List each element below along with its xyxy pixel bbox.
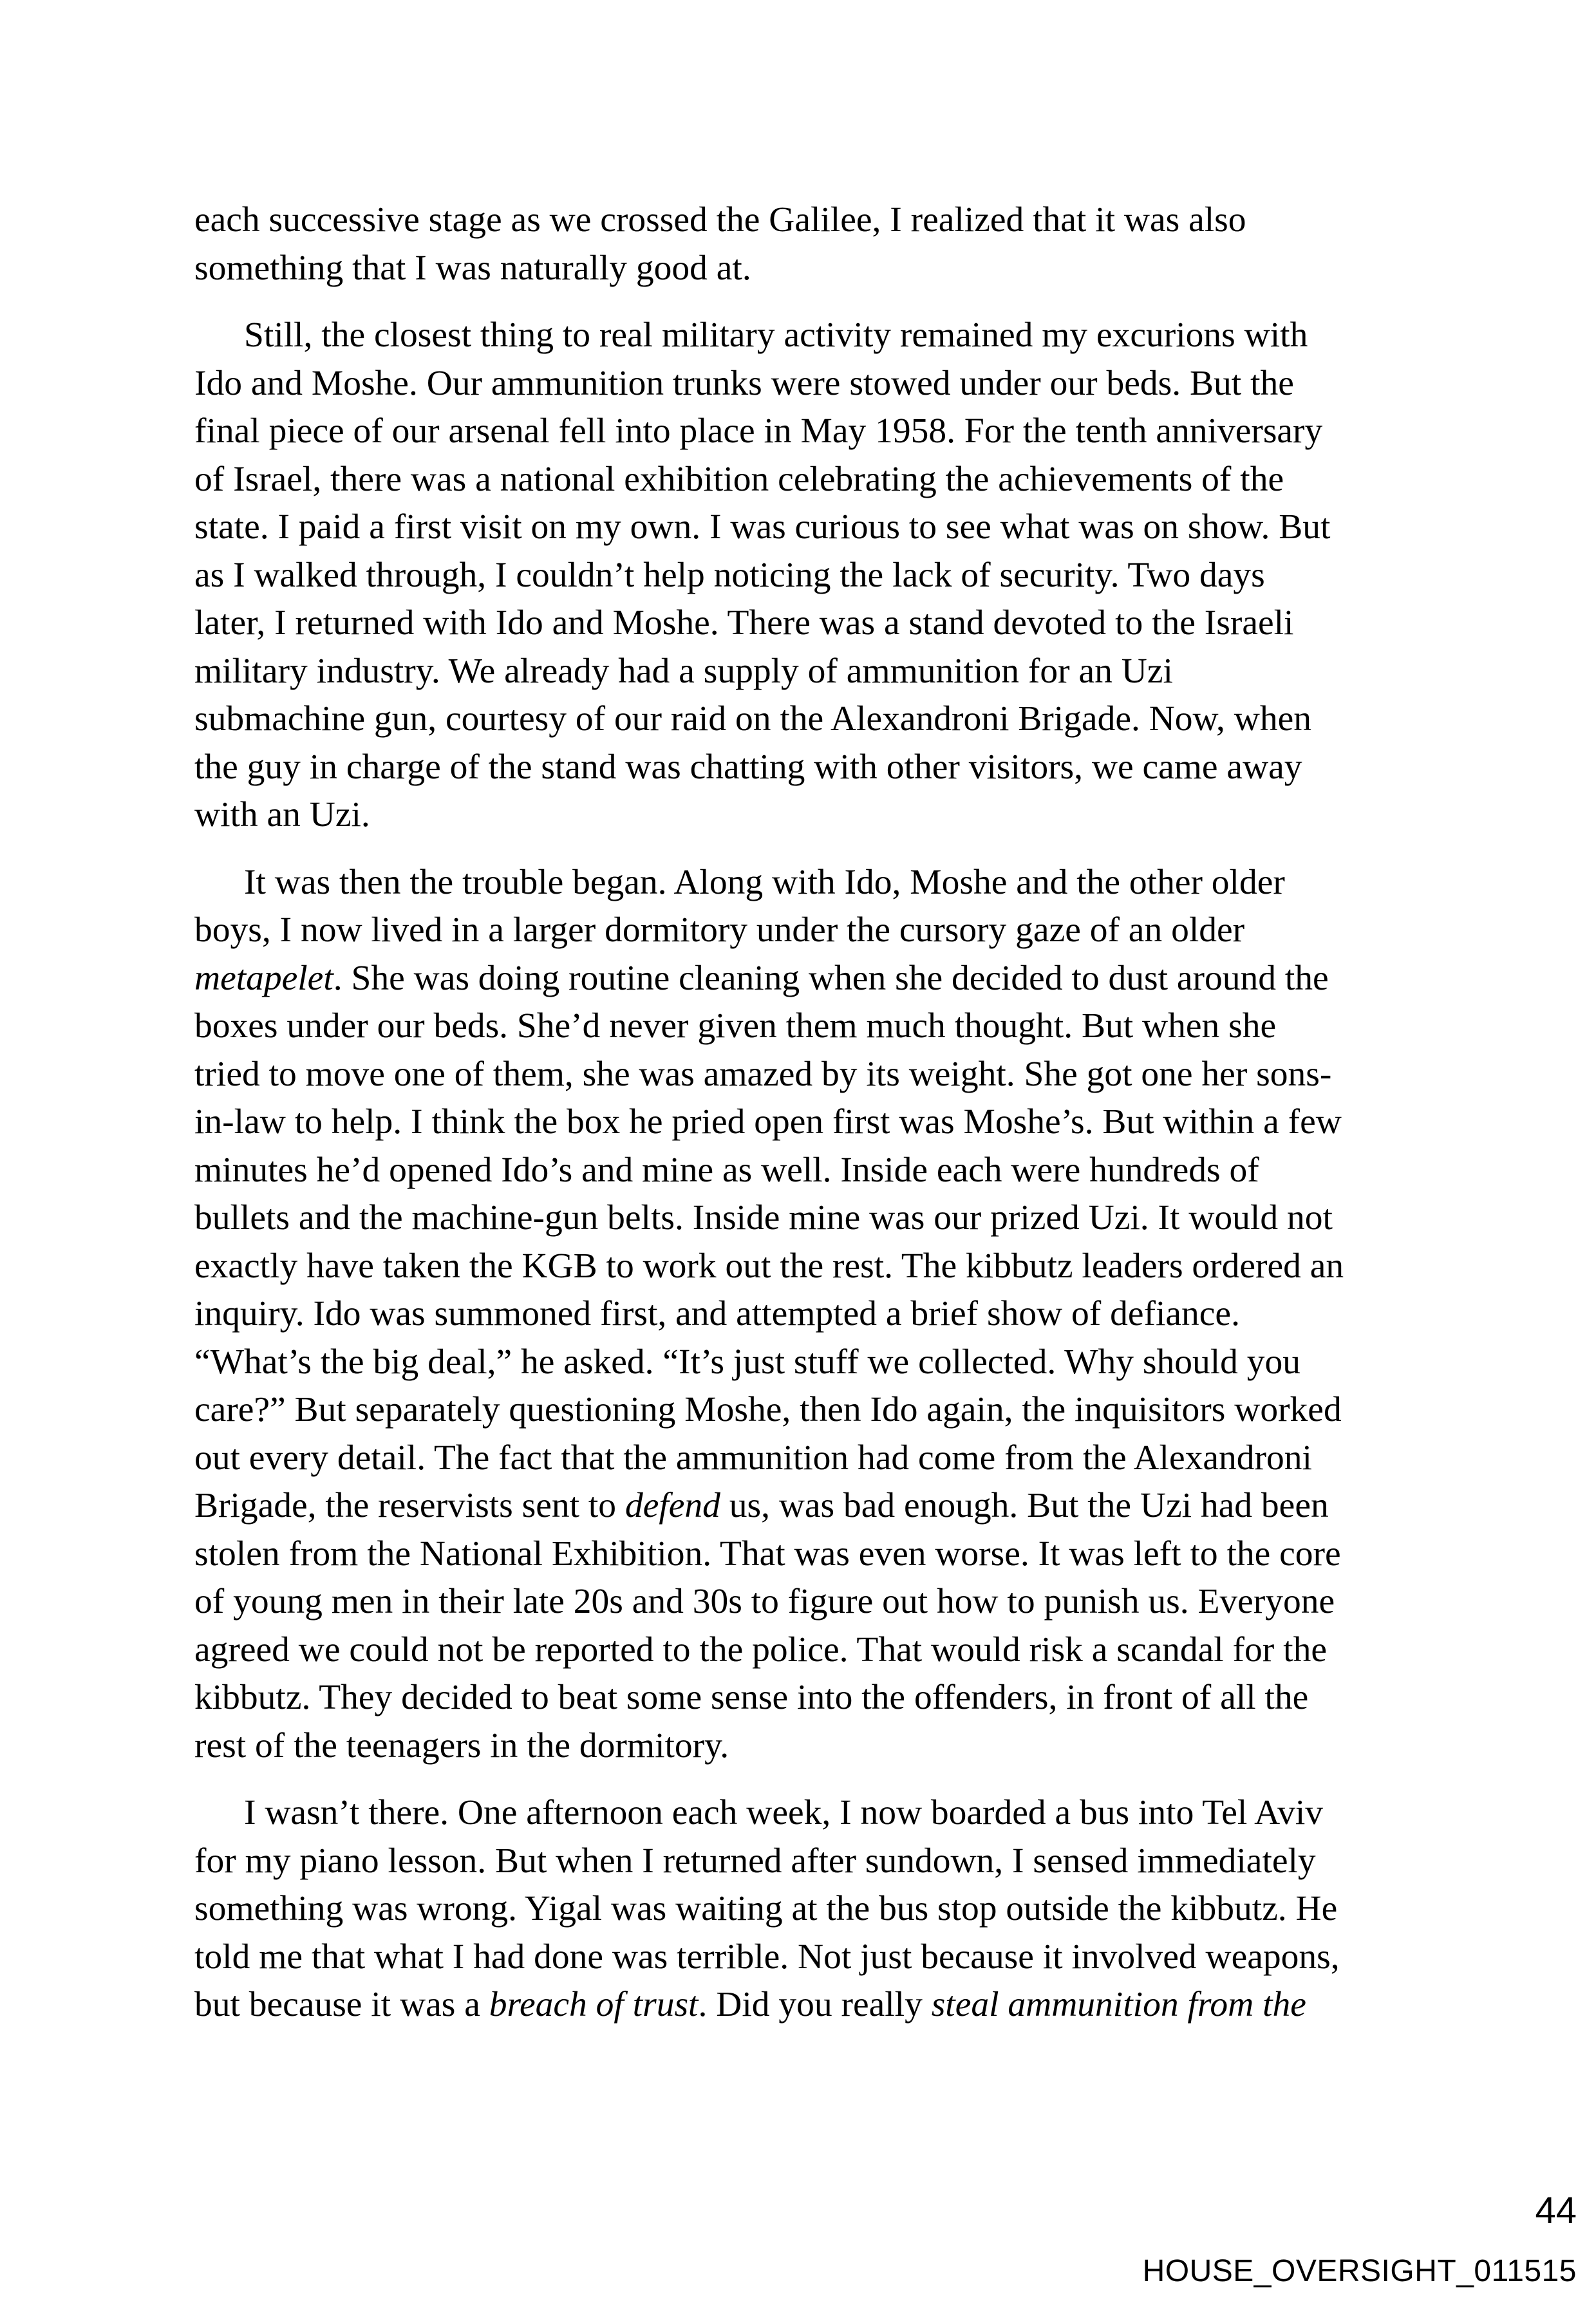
text-segment: as I walked through, I couldn’t help noticing the lack of security. Two days: [194, 555, 1265, 595]
text-segment: minutes he’d opened Ido’s and mine as well. Inside each were hundreds of: [194, 1150, 1259, 1190]
paragraph: [194, 859, 1418, 1771]
text-segment: each successive stage as we crossed the Galilee, I realized that it was also: [194, 200, 1246, 240]
text-line: [194, 791, 1418, 840]
text-line: [194, 552, 1418, 600]
text-segment: something was wrong. Yigal was waiting at the bus stop outside the kibbutz. He: [194, 1889, 1338, 1928]
italic-text: breach of trust: [489, 1985, 699, 2024]
text-segment: of Israel, there was a national exhibition celebrating the achievements of the: [194, 459, 1284, 499]
text-line: [194, 456, 1418, 504]
paragraph: [194, 312, 1418, 840]
text-segment: boxes under our beds. She’d never given them much thought. But when she: [194, 1006, 1277, 1046]
text-line: [194, 1530, 1418, 1579]
text-line: [194, 1626, 1418, 1675]
text-line: [194, 648, 1418, 696]
paragraph: [194, 1789, 1418, 2029]
text-segment: told me that what I had done was terrible. Not just because it involved weapons,: [194, 1937, 1340, 1977]
text-line: [194, 1002, 1418, 1051]
text-line: [194, 1981, 1418, 2029]
text-line: [194, 312, 1418, 360]
text-line: [194, 1098, 1418, 1147]
text-line: [194, 1194, 1418, 1243]
text-line: [194, 859, 1418, 907]
italic-text: metapelet: [194, 958, 333, 998]
text-line: [194, 408, 1418, 456]
text-segment: care?” But separately questioning Moshe, then Ido again, the inquisitors worked: [194, 1390, 1342, 1429]
text-segment: “What’s the big deal,” he asked. “It’s just stuff we collected. Why should you: [194, 1342, 1301, 1382]
text-segment: the guy in charge of the stand was chatting with other visitors, we came away: [194, 747, 1302, 787]
text-segment: of young men in their late 20s and 30s to figure out how to punish us. Everyone: [194, 1582, 1335, 1621]
text-line: [194, 1933, 1418, 1982]
text-line: [194, 1482, 1418, 1530]
text-segment: Brigade, the reservists sent to: [194, 1486, 625, 1525]
text-segment: but because it was a: [194, 1985, 489, 2024]
text-line: [194, 744, 1418, 792]
text-line: [194, 1885, 1418, 1933]
text-segment: rest of the teenagers in the dormitory.: [194, 1725, 729, 1765]
text-line: [194, 245, 1418, 293]
text-segment: us, was bad enough. But the Uzi had been: [720, 1486, 1329, 1525]
text-line: [194, 1386, 1418, 1434]
text-segment: something that I was naturally good at.: [194, 248, 751, 288]
text-line: [194, 1051, 1418, 1099]
bates-number: HOUSE_OVERSIGHT_011515: [1142, 2254, 1577, 2288]
text-segment: bullets and the machine-gun belts. Inside mine was our prized Uzi. It would not: [194, 1198, 1333, 1237]
text-segment: for my piano lesson. But when I returned after sundown, I sensed immediately: [194, 1841, 1316, 1881]
text-line: [194, 955, 1418, 1003]
text-line: [194, 599, 1418, 648]
text-line: [194, 1789, 1418, 1838]
text-line: [194, 1339, 1418, 1387]
text-line: [194, 1838, 1418, 1886]
text-segment: It was then the trouble began. Along with Ido, Moshe and the other older: [244, 862, 1285, 902]
text-segment: inquiry. Ido was summoned first, and attempted a brief show of defiance.: [194, 1294, 1240, 1333]
text-segment: military industry. We already had a supply of ammunition for an Uzi: [194, 651, 1173, 691]
page-number: 44: [1535, 2190, 1577, 2232]
text-segment: stolen from the National Exhibition. That was even worse. It was left to the core: [194, 1534, 1341, 1574]
italic-text: steal ammunition from the: [931, 1985, 1306, 2024]
text-segment: Still, the closest thing to real military activity remained my excurions with: [244, 315, 1308, 355]
text-line: [194, 503, 1418, 552]
text-segment: I wasn’t there. One afternoon each week, I now boarded a bus into Tel Aviv: [244, 1793, 1324, 1832]
text-segment: state. I paid a first visit on my own. I was curious to see what was on show. But: [194, 507, 1331, 547]
text-segment: Ido and Moshe. Our ammunition trunks were stowed under our beds. But the: [194, 363, 1294, 403]
text-segment: final piece of our arsenal fell into place in May 1958. For the tenth anniversary: [194, 411, 1323, 451]
text-segment: boys, I now lived in a larger dormitory under the cursory gaze of an older: [194, 910, 1245, 950]
text-line: [194, 695, 1418, 744]
paragraph: [194, 196, 1418, 292]
text-segment: exactly have taken the KGB to work out the rest. The kibbutz leaders ordered an: [194, 1246, 1344, 1286]
text-segment: tried to move one of them, she was amazed by its weight. She got one her sons-: [194, 1054, 1332, 1094]
text-line: [194, 1722, 1418, 1771]
text-segment: kibbutz. They decided to beat some sense into the offenders, in front of all the: [194, 1678, 1309, 1717]
text-line: [194, 1147, 1418, 1195]
body-text: [194, 196, 1418, 2049]
text-segment: submachine gun, courtesy of our raid on the Alexandroni Brigade. Now, when: [194, 699, 1311, 738]
text-segment: . Did you really: [698, 1985, 932, 2024]
italic-text: defend: [624, 1486, 720, 1525]
text-segment: agreed we could not be reported to the police. That would risk a scandal for the: [194, 1630, 1327, 1669]
text-line: [194, 1243, 1418, 1291]
text-line: [194, 1578, 1418, 1626]
text-line: [194, 360, 1418, 408]
text-segment: later, I returned with Ido and Moshe. There was a stand devoted to the Israeli: [194, 603, 1294, 643]
text-line: [194, 1290, 1418, 1339]
text-segment: out every detail. The fact that the ammunition had come from the Alexandroni: [194, 1438, 1312, 1478]
text-segment: in-law to help. I think the box he pried open first was Moshe’s. But within a few: [194, 1102, 1342, 1142]
text-segment: . She was doing routine cleaning when she decided to dust around the: [333, 958, 1329, 998]
text-line: [194, 1674, 1418, 1722]
text-segment: with an Uzi.: [194, 795, 370, 834]
text-line: [194, 907, 1418, 955]
text-line: [194, 196, 1418, 245]
text-line: [194, 1434, 1418, 1483]
